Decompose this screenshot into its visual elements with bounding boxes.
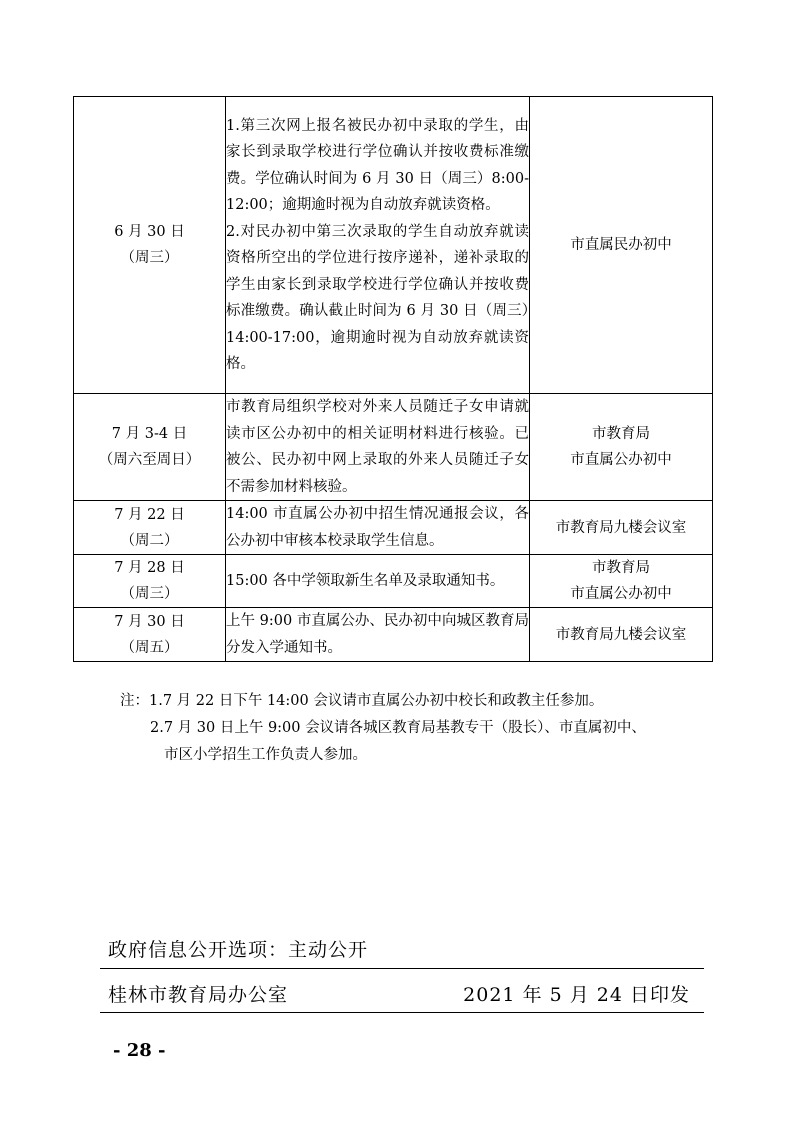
weekday-text: （周六至周日） [98,452,201,468]
description-text: 14:00 市直属公办初中招生情况通报会议，各公办初中审核本校录取学生信息。 [226,506,529,549]
table-row [74,501,713,555]
description-cell [226,608,530,662]
location-cell [530,394,713,501]
description-text: 市教育局组织学校对外来人员随迁子女申请就读市区公办初中的相关证明材料进行核验。已被公、民办初中网上录取的外来人员随迁子女不需参加材料核验。 [226,399,529,495]
issuing-office: 桂林市教育局办公室 [108,984,289,1006]
date-cell [74,501,226,555]
note-line: 2.7 月 30 日上午 9:00 会议请各城区教育局基教专干（股长）、市直属初中、 [150,720,646,736]
table-row [74,97,713,394]
location-cell [530,97,713,394]
description-cell [226,97,530,394]
location-text: 市教育局九楼会议室 [555,519,687,536]
date-cell [74,394,226,501]
date-text: 7 月 28 日 [114,560,185,576]
location-text: 市教育局九楼会议室 [555,626,687,643]
date-text: 7 月 3-4 日 [111,426,188,442]
description-cell [226,501,530,555]
location-text: 市直属民办初中 [570,237,672,253]
page-number: - 28 - [113,1040,166,1061]
date-cell [74,97,226,394]
weekday-text: （周三） [120,586,179,602]
description-text: 15:00 各中学领取新生名单及录取通知书。 [226,572,505,589]
table-row [74,394,713,501]
location-cell [530,501,713,555]
weekday-text: （周五） [120,639,179,656]
date-text: 6 月 30 日 [114,224,185,240]
description-cell [226,394,530,501]
date-text: 7 月 22 日 [114,506,185,523]
location-cell [530,555,713,608]
date-cell [74,555,226,608]
divider [100,968,704,969]
note-line: 市区小学招生工作负责人参加。 [164,747,367,763]
schedule-table [73,96,713,662]
description-text: 1.第三次网上报名被民办初中录取的学生，由家长到录取学校进行学位确认并按收费标准缴费。学位确认时间为 6 月 30 日（周三）8:00-12:00；逾期逾时视为自动放弃就读资格。 [226,117,529,213]
table-row [74,555,713,608]
table-row [74,608,713,662]
location-cell [530,608,713,662]
location-text: 市教育局 [592,560,650,576]
description-text: 2.对民办初中第三次录取的学生自动放弃就读资格所空出的学位进行按序递补，递补录取的学生由家长到录取学校进行学位确认并按收费标准缴费。确认截止时间为 6 月 30 日（周三）14:00-17:00，逾期逾时视为自动放弃就读资格。 [226,223,529,372]
date-cell [74,608,226,662]
notes [120,688,646,769]
location-text: 市教育局 [592,426,650,442]
description-cell [226,555,530,608]
divider [100,1012,704,1013]
issue-date: 2021 年 5 月 24 日印发 [463,984,690,1006]
description-text: 上午 9:00 市直属公办、民办初中向城区教育局分发入学通知书。 [226,613,529,656]
weekday-text: （周三） [120,250,179,266]
disclosure-option: 政府信息公开选项：主动公开 [108,939,369,961]
note-line: 注：1.7 月 22 日下午 14:00 会议请市直属公办初中校长和政教主任参加。 [120,693,604,709]
location-text: 市直属公办初中 [570,586,672,602]
date-text: 7 月 30 日 [114,613,185,630]
location-text: 市直属公办初中 [570,452,672,468]
weekday-text: （周二） [120,532,179,549]
